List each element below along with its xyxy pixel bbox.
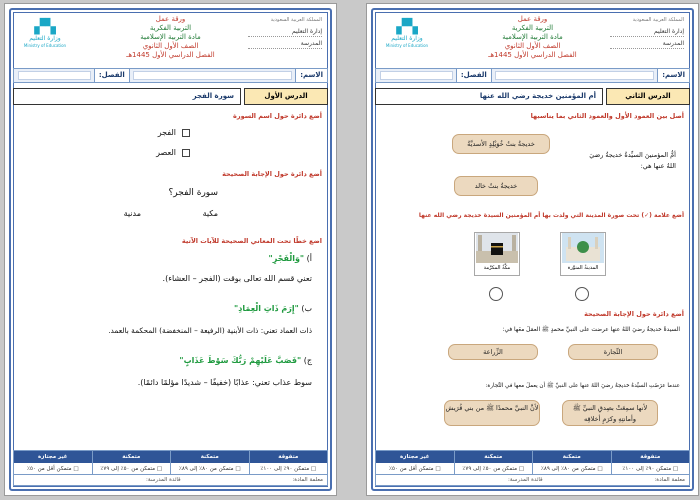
assessment-footer: [13, 450, 328, 486]
lesson-titlebar: [13, 88, 328, 105]
logo-icon: ▚▞: [396, 19, 418, 35]
q2-option-honesty[interactable]: لأنها سمِعَتْ بصِدقِ النبيِّ ﷺ وأمانتِهِ وكرَمِ أخلاقِه: [562, 400, 658, 426]
level-failed: غير مجتازة: [14, 451, 92, 463]
verse-text: "إِرَمَ ذَاتِ الْعِمَادِ": [234, 304, 299, 313]
verse-label: ب): [301, 304, 312, 313]
mosque-icon: [562, 233, 604, 263]
option-asr[interactable]: [156, 148, 190, 157]
checkbox[interactable]: [182, 129, 190, 137]
match-option-1[interactable]: خديجةُ بنتُ خُوَيْلِدٍ الأسديَّةُ: [452, 134, 550, 154]
ministry-logo: [17, 19, 73, 49]
supervisor-label: قائدة المدرسة:: [508, 477, 543, 483]
q2-option-quraysh[interactable]: لأنَّ النبيَّ محمدًا ﷺ من بني قُرَيش: [444, 400, 540, 426]
worksheet-page-2: [366, 3, 699, 496]
student-namebar: [375, 68, 690, 83]
option-label: الفجر: [157, 128, 176, 137]
level-check[interactable]: □ متمكن من ٨٠٪ إلى ٨٩٪: [170, 463, 249, 475]
check-circle-madinah[interactable]: [575, 287, 589, 301]
instruction-2: أضع علامة (✓) تحت صورة المدينة التي ولدت بها أم المؤمنين السيدة خديجة رضي الله عنها: [418, 212, 684, 219]
supervisor-label: قائدة المدرسة:: [146, 477, 181, 483]
name-label: الاسم:: [657, 68, 690, 83]
match-option-2[interactable]: خديجةُ بنتُ خالد: [454, 176, 538, 196]
kaaba-icon: [476, 233, 518, 263]
checkbox[interactable]: [182, 149, 190, 157]
header-term: الفصل الدراسي الأول 1445هـ: [488, 51, 577, 59]
header-dept: التربية الفكرية: [511, 24, 554, 32]
level-proficient-2: متمكنة: [454, 451, 533, 463]
instruction-3: اضع خطًا تحت المعاني الصحيحة للآيات الآتية: [181, 237, 322, 245]
q1-option-trade[interactable]: التِّجارة: [568, 344, 658, 360]
level-check[interactable]: □ متمكن أقل من ٥٠٪: [376, 463, 454, 475]
instruction-2: أضع دائرة حول الإجابة الصحيحة: [222, 170, 322, 178]
question-text: سورة الفجر؟: [168, 188, 218, 198]
question-1: السيدةُ خديجةُ رضيَ اللهُ عنها عرضت على النبيِّ محمدٍ ﷺ العمَلَ معَها في:: [502, 327, 680, 333]
logo-icon: ▚▞: [34, 19, 56, 35]
school-field: المدرسة: [248, 39, 322, 49]
verse-label: ج): [303, 356, 312, 365]
level-check[interactable]: □ متمكن من ٨٠٪ إلى ٨٩٪: [532, 463, 611, 475]
level-excellent: متفوقة: [611, 451, 690, 463]
lesson-label: الدرس الأول: [244, 88, 328, 105]
instruction-1: أضع دائرة حول اسم السورة: [233, 112, 322, 120]
verse-text: "فَصَبَّ عَلَيْهِمْ رَبُّكَ سَوْطَ عَذَابٍ": [179, 356, 302, 365]
makkah-picture: [474, 232, 520, 276]
ministry-logo: [379, 19, 435, 49]
student-namebar: [13, 68, 328, 83]
level-proficient-2: متمكنة: [92, 451, 171, 463]
logo-subtext: Ministry of Education: [385, 43, 429, 48]
header-worksheet: ورقة عمل: [517, 15, 548, 23]
answer-madani[interactable]: مدنية: [123, 209, 141, 218]
name-label: الاسم:: [295, 68, 328, 83]
lesson-name: أم المؤمنين خديجة رضي الله عنها: [375, 88, 603, 105]
level-proficient: متمكنة: [170, 451, 249, 463]
level-check[interactable]: □ متمكن أقل من ٥٠٪: [14, 463, 92, 475]
q1-option-agriculture[interactable]: الزِّراعة: [448, 344, 538, 360]
answer-makki[interactable]: مكية: [202, 209, 218, 218]
option-label: العصر: [156, 148, 176, 157]
picture-caption: مكَّةُ المكرَّمة: [483, 265, 511, 271]
verse-1: [269, 254, 312, 263]
name-input[interactable]: [495, 71, 654, 80]
verse-text: "وَالْفَجْرِ": [268, 254, 305, 263]
header-worksheet: ورقة عمل: [155, 15, 186, 23]
lesson-name: سورة الفجر: [13, 88, 241, 105]
teacher-label: معلمة المادة:: [292, 477, 323, 483]
header-grade: الصف الأول الثانوي: [504, 42, 561, 50]
verse-2-meaning[interactable]: ذات العماد تعني: ذات الأبنية (الرفيعة – المنخفضة) المحكمة بالعمد.: [108, 326, 312, 335]
lesson-titlebar: [375, 88, 690, 105]
level-proficient: متمكنة: [532, 451, 611, 463]
level-failed: غير مجتازة: [376, 451, 454, 463]
name-input[interactable]: [133, 71, 292, 80]
class-input[interactable]: [380, 71, 453, 80]
level-check[interactable]: □ متمكن من ٥٠٪ إلى ٧٩٪: [454, 463, 533, 475]
instruction-3: أضع دائرة حول الإجابة الصحيحة: [584, 310, 684, 318]
level-check[interactable]: □ متمكن ٩٠٪ إلى ١٠٠٪: [611, 463, 690, 475]
teacher-label: معلمة المادة:: [654, 477, 685, 483]
header-term: الفصل الدراسي الأول 1445هـ: [126, 51, 215, 59]
check-circle-makkah[interactable]: [489, 287, 503, 301]
lesson-label: الدرس الثاني: [606, 88, 690, 105]
option-fajr[interactable]: [158, 128, 190, 137]
assessment-footer: [375, 450, 690, 486]
worksheet-page-1: [4, 3, 337, 496]
verse-3-meaning[interactable]: سوط عذاب تعني: عذابًا (خفيفًا – شديدًا مؤلمًا دائمًا).: [137, 378, 312, 387]
level-check[interactable]: □ متمكن من ٥٠٪ إلى ٧٩٪: [92, 463, 171, 475]
signatures: [14, 475, 327, 486]
logo-text: وزارة التعليم: [391, 35, 423, 42]
verse-3: [179, 356, 312, 365]
instruction-1: أصل بين العمود الأول والعمود الثاني بما يناسبها: [530, 112, 684, 120]
question-2: عندما عرَضَتِ السيِّدةُ خديجةُ رضيَ اللهُ عنها على النبيِّ ﷺ أن يعملَ معها في التِّجارة:: [485, 383, 680, 389]
admin-field: إدارة التعليم: [610, 27, 684, 37]
level-excellent: متفوقة: [249, 451, 328, 463]
header-dept: التربية الفكرية: [149, 24, 192, 32]
emblem-text: المملكة العربية السعودية: [270, 17, 322, 23]
picture-caption: المدينةُ المنوَّرة: [567, 265, 599, 271]
verse-2: [234, 304, 312, 313]
level-check[interactable]: □ متمكن ٩٠٪ إلى ١٠٠٪: [249, 463, 328, 475]
class-label: الفصل:: [94, 68, 130, 83]
verse-1-meaning[interactable]: تعني قسم الله تعالى بوقت (الفجر – العشاء).: [162, 274, 312, 283]
class-input[interactable]: [18, 71, 91, 80]
emblem-text: المملكة العربية السعودية: [632, 17, 684, 23]
header-subject: مادة التربية الإسلامية: [140, 33, 201, 41]
header-subject: مادة التربية الإسلامية: [502, 33, 563, 41]
school-field: المدرسة: [610, 39, 684, 49]
logo-subtext: Ministry of Education: [23, 43, 67, 48]
signatures: [376, 475, 689, 486]
header-grade: الصف الأول الثانوي: [142, 42, 199, 50]
class-label: الفصل:: [456, 68, 492, 83]
admin-field: إدارة التعليم: [248, 27, 322, 37]
matching-prompt: أمُّ المؤمنينَ السيِّدةُ خديجةُ رضيَ اللهُ عنها هي:: [589, 151, 676, 170]
verse-label: أ): [306, 254, 312, 263]
madinah-picture: [560, 232, 606, 276]
logo-text: وزارة التعليم: [29, 35, 61, 42]
